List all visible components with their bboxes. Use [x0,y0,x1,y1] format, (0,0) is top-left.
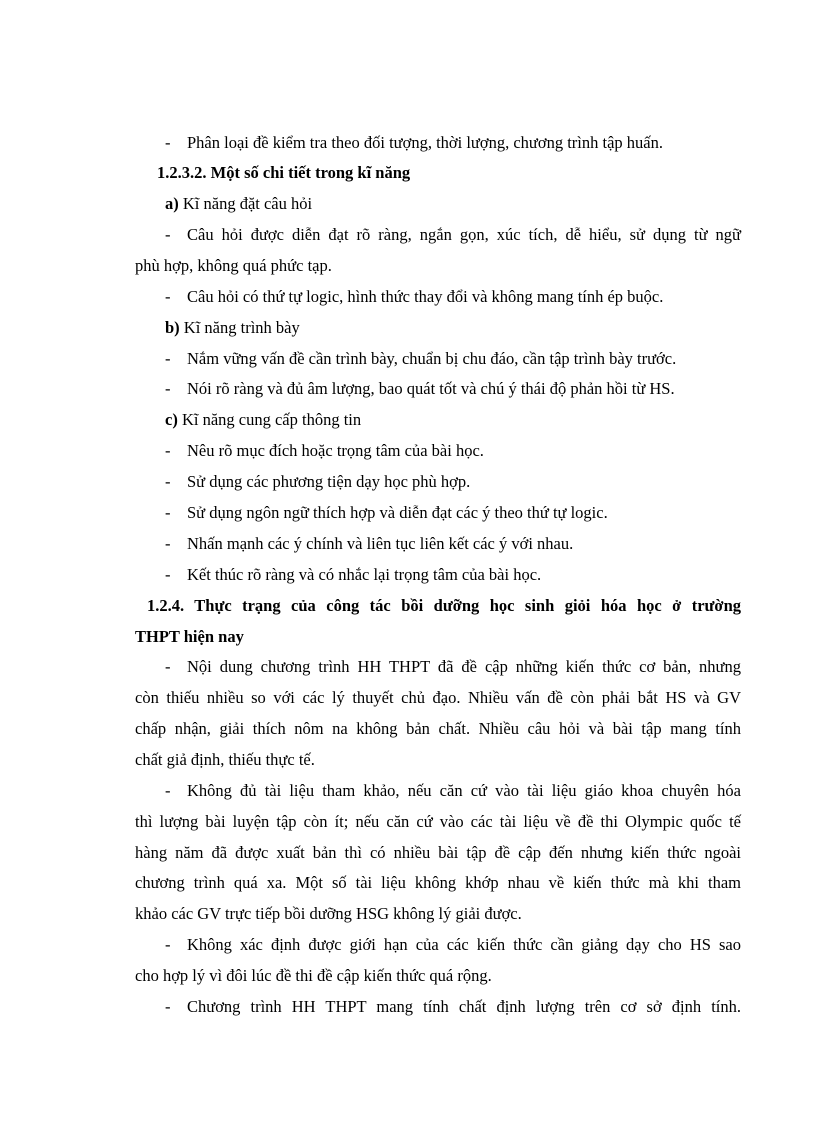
bullet-dash: - [165,225,171,244]
bullet-line: - Câu hỏi được diễn đạt rõ ràng, ngắn gọn, xúc tích, dễ hiểu, sử dụng từ ngữ [165,225,741,244]
bullet-line: - Câu hỏi có thứ tự logic, hình thức thay đổi và không mang tính ép buộc. [165,287,664,306]
bullet-line: - Nhấn mạnh các ý chính và liên tục liên kết các ý với nhau. [165,534,574,553]
bullet-dash: - [165,657,171,676]
continuation-line: chấp nhận, giải thích nôm na không bản chất. Nhiều câu hỏi và bài tập mang tính [135,719,741,738]
bullet-dash: - [165,503,171,522]
subsection-label: c) [165,410,178,429]
bullet-dash: - [165,565,171,584]
bullet-line: - Chương trình HH THPT mang tính chất định lượng trên cơ sở định tính. [165,997,741,1016]
bullet-dash: - [165,287,171,306]
continuation-line: chất giả định, thiếu thực tế. [135,750,315,769]
section-heading: 1.2.4. Thực trạng của công tác bồi dưỡng học sinh giỏi hóa học ở trường [147,596,741,615]
bullet-dash: - [165,472,171,491]
subsection-label: a) [165,194,179,213]
bullet-line: - Nắm vững vấn đề cần trình bày, chuẩn bị chu đáo, cần tập trình bày trước. [165,349,677,368]
bullet-line: - Không đủ tài liệu tham khảo, nếu căn cứ vào tài liệu giáo khoa chuyên hóa [165,781,741,800]
continuation-line: thì lượng bài luyện tập còn ít; nếu căn cứ vào các tài liệu về đề thi Olympic quốc tế [135,812,741,831]
bullet-dash: - [165,379,171,398]
continuation-line: hàng năm đã được xuất bản thì có nhiều bài tập đề cập đến nhưng kiến thức ngoài [135,843,741,862]
section-heading: 1.2.3.2. Một số chi tiết trong kĩ năng [157,163,411,182]
bullet-line: - Nội dung chương trình HH THPT đã đề cập những kiến thức cơ bản, nhưng [165,657,741,676]
bullet-line: - Nêu rõ mục đích hoặc trọng tâm của bài học. [165,441,484,460]
bullet-line: - Không xác định được giới hạn của các kiến thức cần giảng dạy cho HS sao [165,935,741,954]
bullet-line: - Kết thúc rõ ràng và có nhắc lại trọng tâm của bài học. [165,565,542,584]
bullet-line: - Sử dụng các phương tiện dạy học phù hợp. [165,472,471,491]
subsection-b: b) Kĩ năng trình bày [165,318,300,337]
continuation-line: chương trình quá xa. Một số tài liệu không khớp nhau về kiến thức mà khi tham [135,873,741,892]
subsection-a: a) Kĩ năng đặt câu hỏi [165,194,313,213]
subsection-c: c) Kĩ năng cung cấp thông tin [165,410,362,429]
continuation-line: còn thiếu nhiều so với các lý thuyết chủ đạo. Nhiều vấn đề còn phải bắt HS và GV [135,688,741,707]
bullet-line: - Phân loại đề kiểm tra theo đối tượng, thời lượng, chương trình tập huấn. [165,133,663,152]
bullet-dash: - [165,997,171,1016]
section-heading-cont: THPT hiện nay [135,627,244,646]
bullet-dash: - [165,441,171,460]
bullet-dash: - [165,781,171,800]
bullet-line: - Nói rõ ràng và đủ âm lượng, bao quát tốt và chú ý thái độ phản hồi từ HS. [165,379,675,398]
continuation-line: phù hợp, không quá phức tạp. [135,256,332,275]
bullet-line: - Sử dụng ngôn ngữ thích hợp và diễn đạt các ý theo thứ tự logic. [165,503,608,522]
bullet-dash: - [165,133,171,152]
bullet-dash: - [165,935,171,954]
bullet-dash: - [165,349,171,368]
continuation-line: khảo các GV trực tiếp bồi dưỡng HSG không lý giải được. [135,904,522,923]
subsection-label: b) [165,318,180,337]
continuation-line: cho hợp lý vì đôi lúc đề thi đề cập kiến thức quá rộng. [135,966,492,985]
bullet-dash: - [165,534,171,553]
